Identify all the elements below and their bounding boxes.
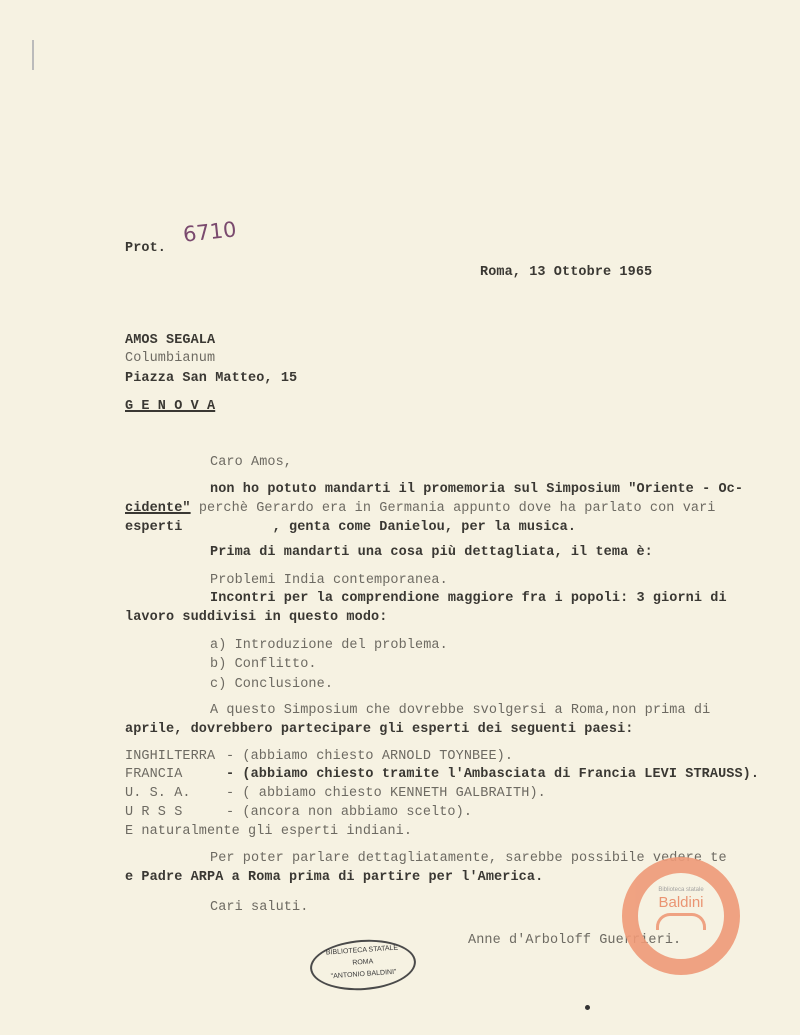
paragraph-1-line	[125, 501, 716, 517]
paragraph-4-line: A questo Simposium che dovrebbe svolgersi a Roma,non prima di	[210, 703, 711, 718]
arch-icon	[656, 913, 706, 930]
underlined-title: cidente"	[125, 501, 191, 516]
country-note: - (abbiamo chiesto tramite l'Ambasciata di Francia LEVI STRAUSS).	[226, 767, 760, 782]
country-note: - (ancora non abbiamo scelto).	[226, 805, 473, 820]
recipient-name: AMOS SEGALA	[125, 333, 216, 348]
watermark-small-text: Biblioteca statale	[658, 887, 704, 893]
paragraph-6-line: Per poter parlare dettagliatamente, sarebbe possibile vedere te	[210, 851, 727, 866]
recipient-org: Columbianum	[125, 351, 216, 366]
salutation: Caro Amos,	[210, 455, 293, 470]
paragraph-3-line: Incontri per la comprendione maggiore fra i popoli: 3 giorni di	[210, 591, 727, 606]
paragraph-1-line: esperti , genta come Danielou, per la musica.	[125, 520, 577, 535]
paragraph-3-line: lavoro suddivisi in questo modo:	[125, 610, 388, 625]
paragraph-2: Prima di mandarti una cosa più dettagliata, il tema è:	[210, 545, 653, 560]
list-item: c) Conclusione.	[210, 677, 334, 692]
paragraph-1-line: non ho potuto mandarti il promemoria sul Simposium "Oriente - Oc-	[210, 482, 744, 497]
recipient-address: Piazza San Matteo, 15	[125, 371, 298, 386]
letter-date: Roma, 13 Ottobre 1965	[480, 265, 653, 280]
stamp-text: "ANTONIO BALDINI"	[330, 968, 397, 981]
list-item: b) Conflitto.	[210, 657, 317, 672]
paragraph-3-line: Problemi India contemporanea.	[210, 573, 448, 588]
prot-label: Prot.	[125, 241, 167, 256]
stamp-text: ROMA	[352, 958, 374, 967]
baldini-watermark-logo	[622, 857, 740, 975]
country-note: - ( abbiamo chiesto KENNETH GALBRAITH).	[226, 786, 546, 801]
country-note: - (abbiamo chiesto ARNOLD TOYNBEE).	[226, 749, 514, 764]
library-stamp	[308, 936, 417, 993]
country-name: FRANCIA	[125, 767, 183, 782]
watermark-name: Baldini	[658, 894, 704, 911]
paragraph-5: E naturalmente gli esperti indiani.	[125, 824, 413, 839]
country-name: INGHILTERRA	[125, 749, 216, 764]
prot-number-handwritten: 6710	[181, 217, 238, 247]
paper-mark	[32, 40, 34, 70]
stamp-text: BIBLIOTECA STATALE	[325, 944, 399, 957]
recipient-city: G E N O V A	[125, 399, 216, 414]
ink-spot	[585, 1005, 590, 1010]
paragraph-1-text: perchè Gerardo era in Germania appunto dove ha parlato con vari	[190, 501, 716, 516]
paragraph-6-line: e Padre ARPA a Roma prima di partire per l'America.	[125, 870, 544, 885]
paragraph-4-line: aprile, dovrebbero partecipare gli esperti dei seguenti paesi:	[125, 722, 634, 737]
list-item: a) Introduzione del problema.	[210, 638, 448, 653]
country-name: U R S S	[125, 805, 183, 820]
country-name: U. S. A.	[125, 786, 191, 801]
signature: Anne d'Arboloff Guerrieri.	[468, 933, 682, 948]
closing: Cari saluti.	[210, 900, 309, 915]
